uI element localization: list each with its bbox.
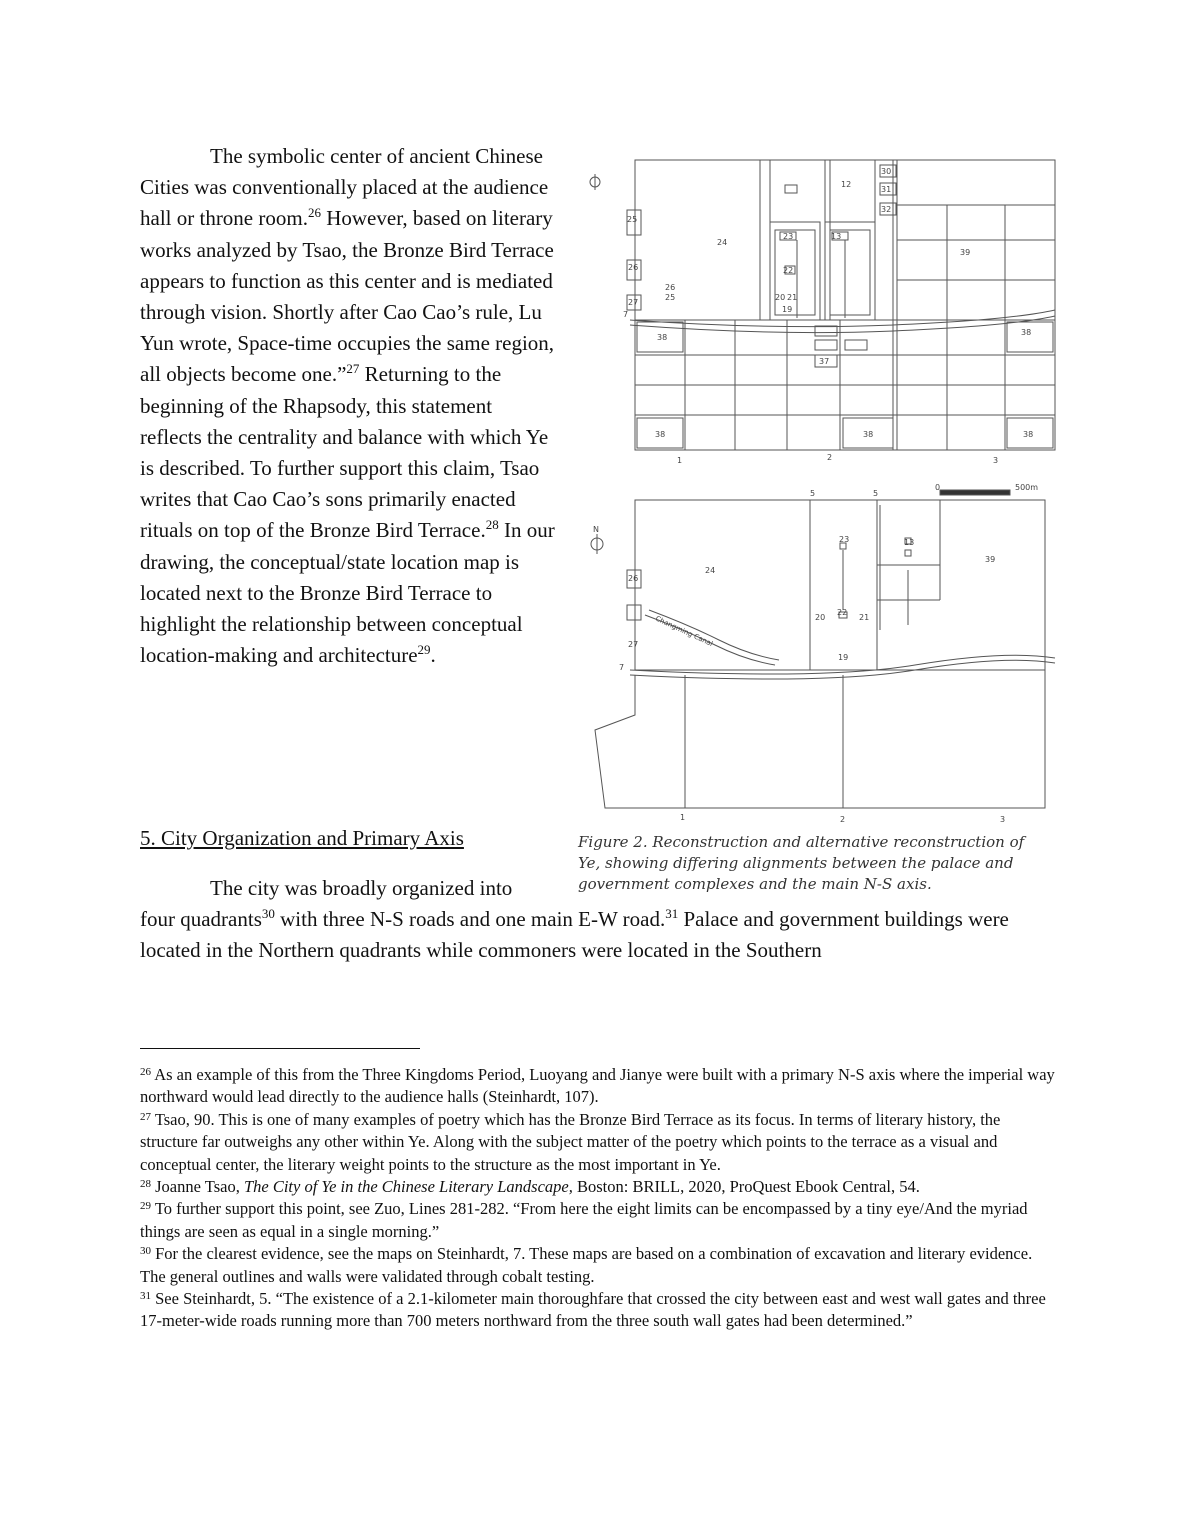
footnote-number: 26 xyxy=(140,1066,151,1078)
canal-label: Changming Canal xyxy=(654,614,714,649)
map-label: 3 xyxy=(1000,815,1006,824)
map-label: 27 xyxy=(628,298,639,307)
map-label: 24 xyxy=(705,566,716,575)
footnote-ref-29[interactable]: 29 xyxy=(417,642,431,658)
section-text-2a: four quadrants xyxy=(140,907,262,931)
section-text-3: Palace and government buildings were located in the Northern quadrants while commoners were located in the Southern xyxy=(140,907,1009,963)
map-label: 1 xyxy=(680,813,686,822)
map-label: 38 xyxy=(655,430,666,439)
map-label: 26 xyxy=(628,574,639,583)
footnote-ref-27[interactable]: 27 xyxy=(346,361,360,377)
footnote-number: 28 xyxy=(140,1178,151,1191)
footnote-28 xyxy=(140,1176,1055,1198)
footnote-number: 31 xyxy=(140,1290,151,1303)
footnote-27 xyxy=(140,1109,1055,1176)
footnote-divider xyxy=(140,1048,420,1049)
scale-label: 500m xyxy=(1015,483,1039,492)
footnote-number: 29 xyxy=(140,1200,151,1213)
period: . xyxy=(430,643,436,668)
map-label: 26 xyxy=(665,283,676,292)
bottom-map xyxy=(591,490,1055,808)
top-map xyxy=(590,160,1055,450)
map-label: 21 xyxy=(859,613,870,622)
map-label: 22 xyxy=(837,608,848,617)
map-label: 22 xyxy=(783,266,794,275)
map-label: 20 xyxy=(815,613,826,622)
map-label: 20 xyxy=(775,293,786,302)
map-label: 38 xyxy=(657,333,668,342)
map-label: 5 xyxy=(810,489,816,498)
map-label: 31 xyxy=(881,185,892,194)
map-label: 23 xyxy=(783,232,794,241)
map-label: 38 xyxy=(1023,430,1034,439)
map-label: 32 xyxy=(881,205,892,214)
footnote-text: To further support this point, see Zuo, Lines 281-282. “From here the eight limits can be encompassed by a tiny eye/And the myriad things are seen as equal in a single morning.” xyxy=(140,1199,1028,1241)
map-label: 13 xyxy=(904,538,915,547)
figure-maps xyxy=(575,150,1065,830)
map-label: 2 xyxy=(840,815,846,824)
footnote-30 xyxy=(140,1243,1055,1288)
scale-label: 0 xyxy=(935,483,941,492)
map-label: 24 xyxy=(717,238,728,247)
footnote-ref-31[interactable]: 31 xyxy=(665,906,679,921)
left-paragraph-text: The symbolic center of ancient Chinese Cities was conventionally placed at the audience hall or throne room. xyxy=(140,144,549,231)
footnote-text: Tsao, 90. This is one of many examples of poetry which has the Bronze Bird Terrace as its focus. In terms of literary history, the structure far outweighs any other within Ye. Along with the subject matter of the poetry which points to the terrace as a visual and conceptual center, the literary weight points to the structure as the most important in Ye. xyxy=(140,1109,1001,1174)
section-text-2b: with three N-S roads and one main E-W road. xyxy=(280,907,666,931)
section-heading: 5. City Organization and Primary Axis xyxy=(140,826,464,850)
map-label: 38 xyxy=(1021,328,1032,337)
footnote-ref-28[interactable]: 28 xyxy=(485,517,499,533)
map-label: 5 xyxy=(873,489,879,498)
map-label: 19 xyxy=(838,653,849,662)
left-paragraph-text-2: However, based on literary works analyzed by Tsao, the Bronze Bird Terrace appears to function as this center and is mediated through vision. Shortly after Cao Cao’s rule, Lu Yun wrote, Space-time occupies the same region, all objects become one.” xyxy=(140,206,555,387)
footnote-number: 30 xyxy=(140,1245,151,1258)
map-label: 1 xyxy=(677,456,683,465)
north-arrow-icon-2 xyxy=(591,534,603,554)
footnote-ref-30[interactable]: 30 xyxy=(261,906,275,921)
footnote-number: 27 xyxy=(140,1110,151,1123)
map-label: 39 xyxy=(960,248,971,257)
map-label: 7 xyxy=(619,663,625,672)
footnote-31 xyxy=(140,1288,1055,1333)
left-paragraph-text-3: Returning to the beginning of the Rhapsody, this statement reflects the centrality and balance with which Ye is described. To further support this claim, Tsao writes that Cao Cao’s sons primarily enacted rituals on top of the Bronze Bird Terrace. xyxy=(140,362,549,543)
map-label: 25 xyxy=(665,293,676,302)
footnote-26 xyxy=(140,1064,1055,1109)
footnote-text: As an example of this from the Three Kingdoms Period, Luoyang and Jianye were built with a primary N-S axis where the imperial way northward would lead directly to the audience halls (Steinhardt, 107). xyxy=(140,1065,1055,1107)
map-label: 25 xyxy=(627,215,638,224)
footnotes xyxy=(140,1064,1055,1333)
map-label: 38 xyxy=(863,430,874,439)
footnote-text: See Steinhardt, 5. “The existence of a 2.1-kilometer main thoroughfare that crossed the city between east and west wall gates and three 17-meter-wide roads running more than 700 meters northward from the three south wall gates had been determined.” xyxy=(140,1289,1046,1331)
section-paragraph-rest xyxy=(140,904,1060,966)
map-label: 3 xyxy=(993,456,999,465)
map-label: N xyxy=(593,525,599,534)
map-label: 2 xyxy=(827,453,833,462)
map-label: 13 xyxy=(831,232,842,241)
map-label: 19 xyxy=(782,305,793,314)
map-label: 27 xyxy=(628,640,639,649)
left-paragraph xyxy=(140,141,558,671)
footnote-text: Joanne Tsao, xyxy=(155,1177,240,1197)
map-label: 39 xyxy=(985,555,996,564)
north-arrow-icon xyxy=(590,174,600,190)
map-label: 7 xyxy=(623,310,629,319)
map-label: 12 xyxy=(841,180,852,189)
footnote-text: Boston: BRILL, 2020, ProQuest Ebook Central, 54. xyxy=(577,1177,920,1197)
map-label: 26 xyxy=(628,263,639,272)
figure-caption: Figure 2. Reconstruction and alternative reconstruction of Ye, showing differing alignments between the palace and government complexes and the main N-S axis. xyxy=(578,833,1025,893)
footnote-book-title: The City of Ye in the Chinese Literary Landscape, xyxy=(243,1177,573,1197)
section-text-1: The city was broadly organized into xyxy=(210,876,513,900)
map-label: 30 xyxy=(881,167,892,176)
footnote-29 xyxy=(140,1198,1055,1243)
map-label: 21 xyxy=(787,293,798,302)
footnote-text: For the clearest evidence, see the maps on Steinhardt, 7. These maps are based on a combination of excavation and literary evidence. The general outlines and walls were validated through cobalt testing. xyxy=(140,1244,1033,1286)
scale-bar xyxy=(940,490,1010,495)
map-label: 37 xyxy=(819,357,830,366)
footnote-ref-26[interactable]: 26 xyxy=(307,205,321,221)
map-label: 23 xyxy=(839,535,850,544)
left-paragraph-text-4: In our drawing, the conceptual/state location map is located next to the Bronze Bird Terrace to highlight the relationship between conceptual location-making and architecture xyxy=(140,518,555,668)
section-paragraph-line1 xyxy=(140,873,570,904)
